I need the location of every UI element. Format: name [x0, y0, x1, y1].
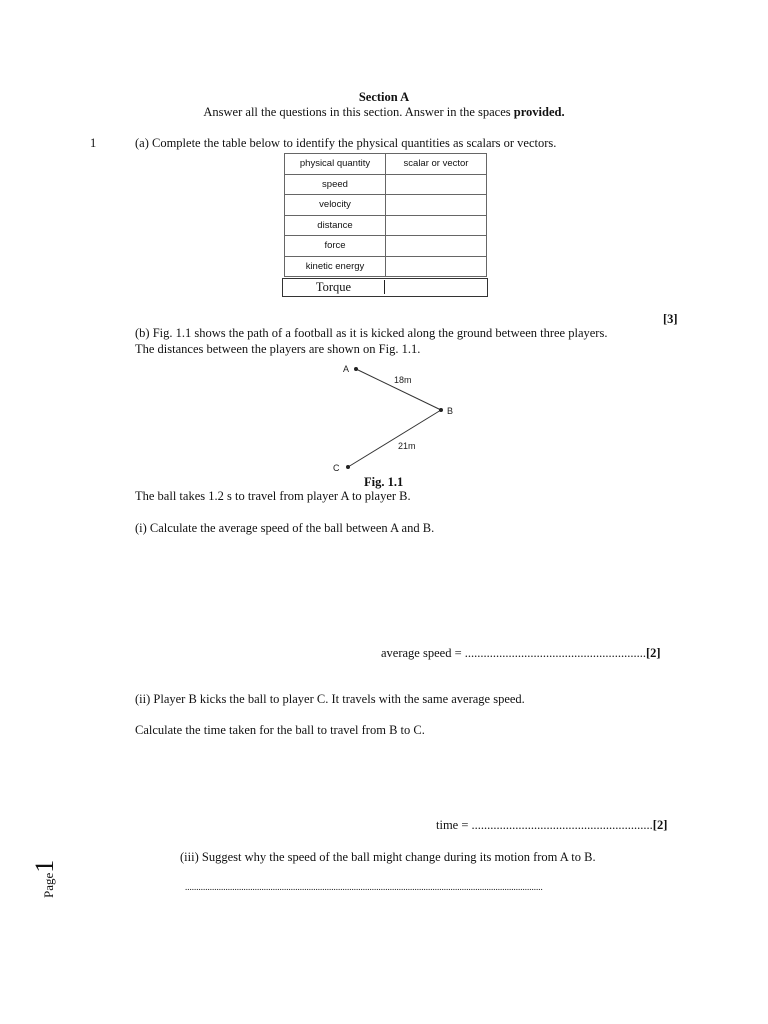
page-number: 1 — [30, 859, 59, 873]
torque-row — [282, 278, 488, 297]
page-word: Page — [41, 872, 56, 898]
marks-part-ii: [2] — [652, 818, 668, 832]
table-row — [285, 256, 487, 277]
label-distance-ab: 18m — [394, 375, 412, 385]
point-b — [439, 408, 443, 412]
answer-cell[interactable] — [386, 174, 487, 195]
part-iii-answer-line[interactable]: ............................................................................................................................................................... — [185, 882, 543, 892]
label-distance-bc: 21m — [398, 441, 416, 451]
average-speed-answer[interactable] — [381, 646, 661, 661]
average-speed-label: average speed = — [381, 646, 465, 660]
table-header-quantity: physical quantity — [285, 154, 386, 175]
part-b-text-line2: The distances between the players are shown on Fig. 1.1. — [135, 342, 421, 356]
part-i-text: (i) Calculate the average speed of the ball between A and B. — [135, 521, 435, 535]
label-c: C — [333, 463, 340, 473]
instructions-bold: provided. — [513, 105, 565, 119]
point-c — [346, 465, 350, 469]
answer-cell[interactable] — [386, 215, 487, 236]
answer-cell[interactable] — [386, 195, 487, 216]
quantity-cell: speed — [285, 174, 386, 195]
page-footer — [30, 848, 80, 898]
table-row — [285, 215, 487, 236]
part-iii-text: (iii) Suggest why the speed of the ball might change during its motion from A to B. — [180, 850, 596, 864]
quantity-cell: distance — [285, 215, 386, 236]
torque-cell: Torque — [315, 280, 352, 294]
table-header-row — [285, 154, 487, 175]
question-number: 1 — [90, 136, 97, 150]
torque-divider — [384, 280, 385, 294]
label-a: A — [343, 364, 350, 374]
answer-cell[interactable] — [386, 256, 487, 277]
part-a-text: (a) Complete the table below to identify the physical quantities as scalars or vectors. — [135, 136, 557, 150]
time-dots[interactable]: .......................................................... — [471, 818, 653, 832]
marks-part-a: [3] — [663, 312, 678, 326]
label-b: B — [447, 406, 454, 416]
table-row — [285, 195, 487, 216]
ball-time-text: The ball takes 1.2 s to travel from player A to player B. — [135, 489, 411, 503]
point-a — [354, 367, 358, 371]
figure-caption: Fig. 1.1 — [364, 475, 404, 489]
quantity-cell: kinetic energy — [285, 256, 386, 277]
average-speed-dots[interactable]: .......................................................... — [464, 646, 646, 660]
marks-part-i: [2] — [646, 646, 661, 660]
scalar-vector-table — [284, 153, 487, 277]
time-label: time = — [436, 818, 472, 832]
table-row — [285, 174, 487, 195]
section-title: Section A — [358, 90, 410, 104]
time-answer[interactable] — [436, 818, 667, 833]
part-ii-text: (ii) Player B kicks the ball to player C. It travels with the same average speed. — [135, 692, 525, 706]
part-b-text-line1: (b) Fig. 1.1 shows the path of a football as it is kicked along the ground between three players. — [135, 326, 608, 340]
quantity-cell: force — [285, 236, 386, 257]
instructions-text: Answer all the questions in this section. Answer in the spaces — [203, 105, 514, 119]
path-b-c — [348, 410, 441, 467]
table-row — [285, 236, 487, 257]
instructions — [0, 105, 768, 120]
quantity-cell: velocity — [285, 195, 386, 216]
answer-cell[interactable] — [386, 236, 487, 257]
football-path-figure — [330, 360, 470, 475]
table-header-type: scalar or vector — [386, 154, 487, 175]
part-ii-calc-text: Calculate the time taken for the ball to travel from B to C. — [135, 723, 425, 737]
